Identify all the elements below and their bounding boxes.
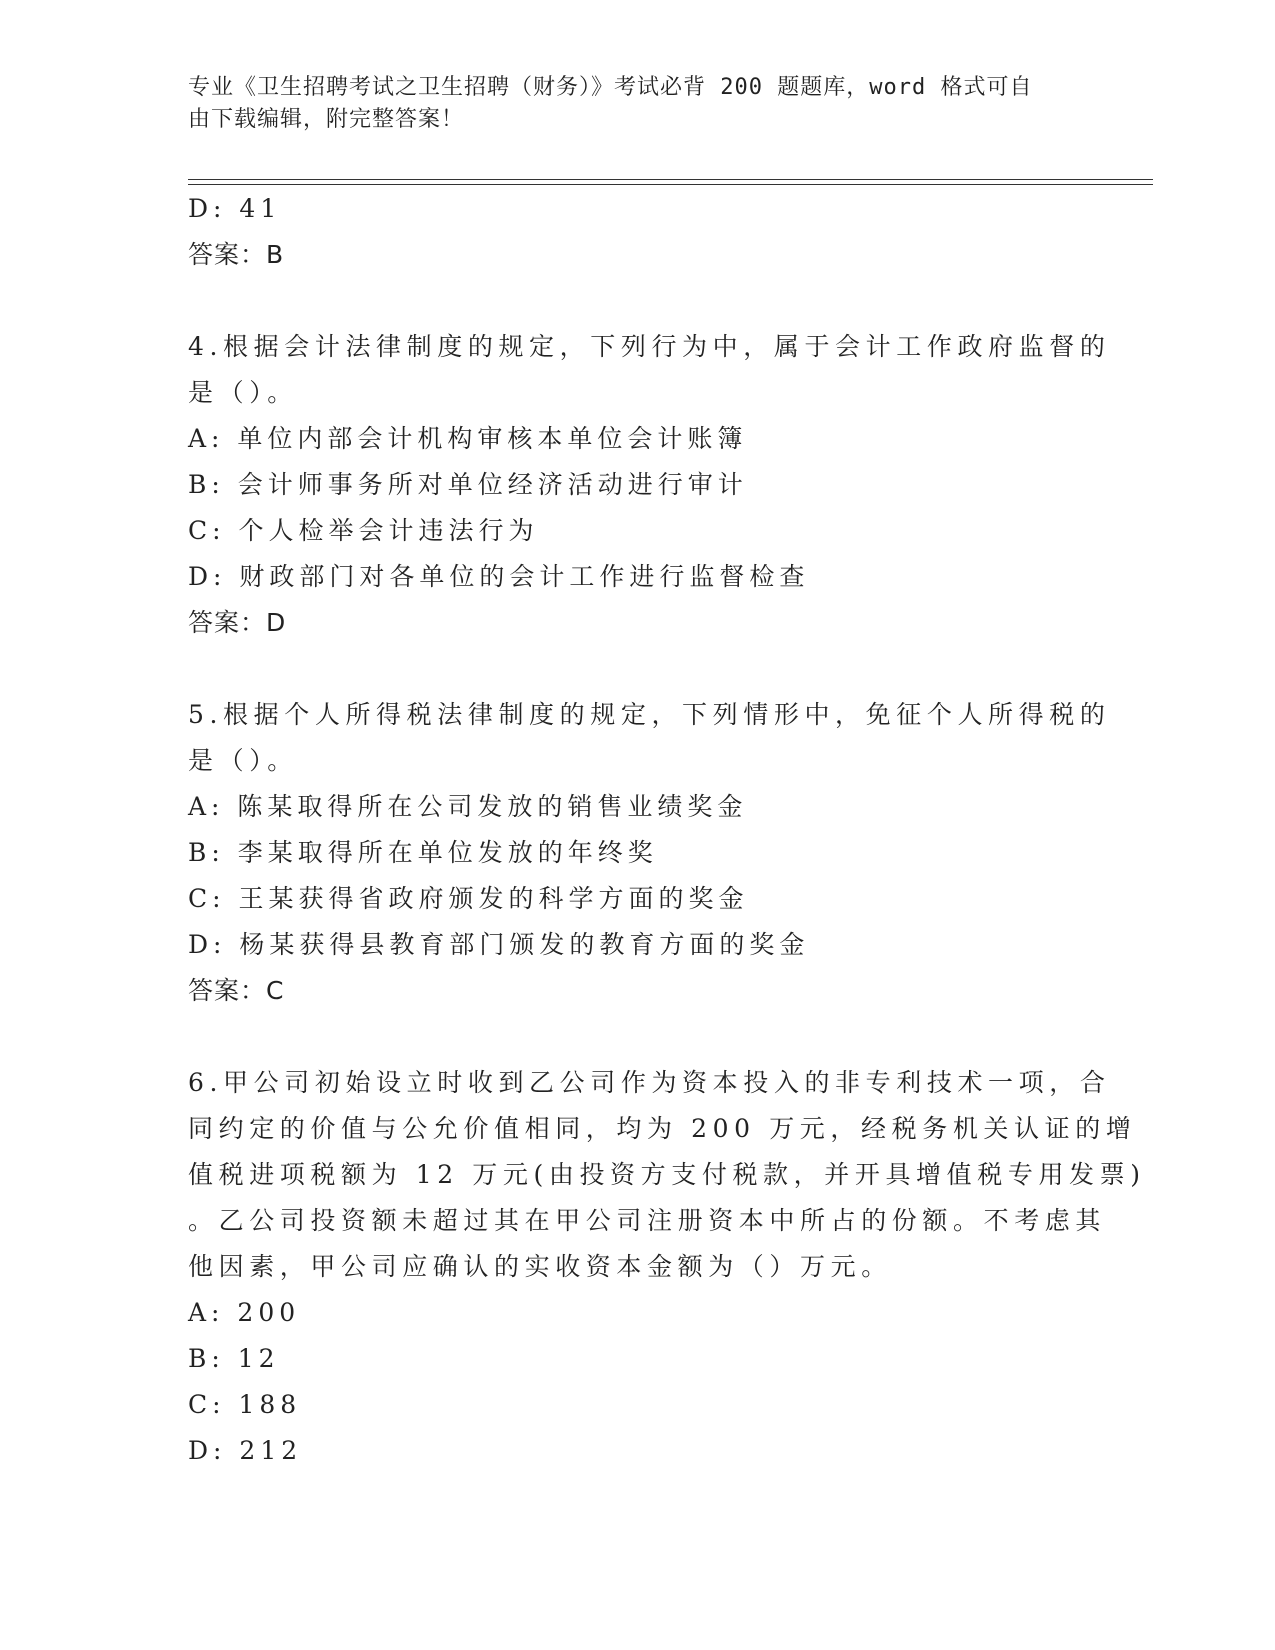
question-text (188, 692, 1111, 784)
question-text (188, 324, 1111, 416)
spacer (188, 1014, 1088, 1060)
question-line: 同约定的价值与公允价值相同，均为 200 万元，经税务机关认证的增 (188, 1114, 1137, 1143)
spacer (188, 278, 1088, 324)
question-line: 是（）。 (188, 378, 298, 407)
question-5 (188, 692, 1111, 1014)
option-c: C: 王某获得省政府颁发的科学方面的奖金 (188, 884, 749, 913)
option-d: D: 财政部门对各单位的会计工作进行监督检查 (188, 562, 810, 591)
spacer (188, 646, 1088, 692)
answer: 答案：C (188, 976, 285, 1005)
question-line: 是（）。 (188, 746, 298, 775)
answer: 答案：B (188, 240, 285, 269)
question-line: 5.根据个人所得税法律制度的规定，下列情形中，免征个人所得税的 (188, 700, 1111, 729)
option-c: C: 个人检举会计违法行为 (188, 516, 539, 545)
question-line: 他因素，甲公司应确认的实收资本金额为（）万元。 (188, 1252, 892, 1281)
header-divider-bottom (188, 184, 1153, 185)
option-b: B: 李某取得所在单位发放的年终奖 (188, 838, 658, 867)
question-line: 值税进项税额为 12 万元(由投资方支付税款，并开具增值税专用发票) (188, 1160, 1146, 1189)
question-6 (188, 1060, 1146, 1474)
option-c: C: 188 (188, 1390, 302, 1419)
option-d: D: 杨某获得县教育部门颁发的教育方面的奖金 (188, 930, 810, 959)
question-line: 4.根据会计法律制度的规定，下列行为中，属于会计工作政府监督的 (188, 332, 1111, 361)
option-a: A: 陈某取得所在公司发放的销售业绩奖金 (188, 792, 748, 821)
answer: 答案：D (188, 608, 287, 637)
question-line: 。乙公司投资额未超过其在甲公司注册资本中所占的份额。不考虑其 (188, 1206, 1107, 1235)
option-d: D: 41 (188, 194, 282, 223)
option-a: A: 200 (188, 1298, 301, 1327)
question-line: 6.甲公司初始设立时收到乙公司作为资本投入的非专利技术一项，合 (188, 1068, 1111, 1097)
header-line-1: 专业《卫生招聘考试之卫生招聘（财务）》考试必背 200 题题库，word 格式可自 (188, 75, 1033, 100)
question-4 (188, 324, 1111, 646)
previous-question-tail (188, 186, 1088, 278)
option-b: B: 12 (188, 1344, 280, 1373)
option-d: D: 212 (188, 1436, 303, 1465)
page-header (188, 72, 1068, 136)
header-line-2: 由下载编辑，附完整答案！ (188, 107, 465, 132)
header-divider-top (188, 179, 1153, 180)
option-b: B: 会计师事务所对单位经济活动进行审计 (188, 470, 748, 499)
document-body (188, 186, 1146, 1474)
question-text (188, 1060, 1146, 1290)
option-a: A: 单位内部会计机构审核本单位会计账簿 (188, 424, 748, 453)
